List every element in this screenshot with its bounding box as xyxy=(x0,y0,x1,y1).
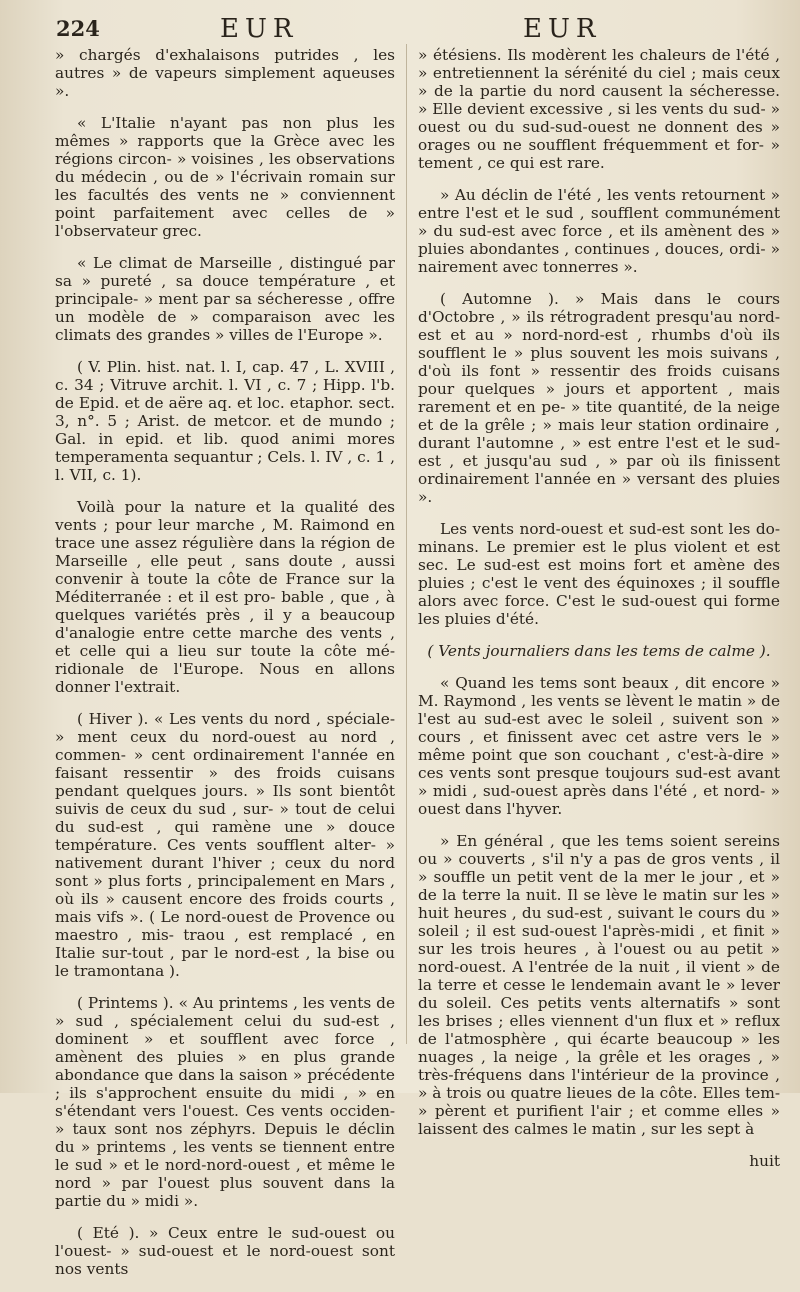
paragraph: » étésiens. Ils modèrent les chaleurs de l'été , » entretiennent la sérénité du ciel ; mais ceux » de la partie du nord causent la sécheresse. » Elle devient excessive , si les vents du sud- » ouest ou du sud-sud-ouest ne donnent des » orages ou ne soufflent fréquemment et for- » tement , ce qui est rare. xyxy=(418,46,780,172)
paragraph: Voilà pour la nature et la qualité des vents ; pour leur marche , M. Raimond en trace une assez régulière dans la région de Marseille , elle peut , sans doute , aussi convenir à toute la côte de France sur la Méditerranée : et il est pro- bable , que , à quelques variétés près , il y a beaucoup d'analogie entre cette marche des vents , et celle qui a lieu sur toute la côte mé- ridionale de l'Europe. Nous en allons donner l'extrait. xyxy=(55,498,395,696)
running-head-right: EUR xyxy=(523,14,602,44)
paragraph: « L'Italie n'ayant pas non plus les mêmes » rapports que la Grèce avec les régions circon- » voisines , les observations du médecin , ou de » l'écrivain romain sur les facultés des vents ne » conviennent point parfaitement avec celles de » l'observateur grec. xyxy=(55,114,395,240)
left-column xyxy=(55,46,395,1292)
summer-paragraph: ( Eté ). » Ceux entre le sud-ouest ou l'ouest- » sud-ouest et le nord-ouest sont nos vents xyxy=(55,1224,395,1278)
page-number: 224 xyxy=(56,16,100,41)
citation-paragraph: ( V. Plin. hist. nat. l. I, cap. 47 , L. XVIII , c. 34 ; Vitruve archit. l. VI , c. 7 ; Hipp. l'b. de Epid. et de aëre aq. et loc. etaphor. sect. 3, n°. 5 ; Arist. de metcor. et de mundo ; Gal. in epid. et lib. quod animi mores temperamenta sequantur ; Cels. l. IV , c. 1 , l. VII, c. 1). xyxy=(55,358,395,484)
page-header xyxy=(40,14,794,44)
running-head-left: EUR xyxy=(220,14,299,44)
paragraph: « Le climat de Marseille , distingué par sa » pureté , sa douce température , et principale- » ment par sa sécheresse , offre un modèle de » comparaison avec les climats des grandes » villes de l'Europe ». xyxy=(55,254,395,344)
paragraph: » chargés d'exhalaisons putrides , les autres » de vapeurs simplement aqueuses ». xyxy=(55,46,395,100)
section-heading: ( Vents journaliers dans les tems de calme ). xyxy=(427,642,771,660)
paragraph: Les vents nord-ouest et sud-est sont les do- minans. Le premier est le plus violent et est sec. Le sud-est est moins fort et amène des pluies ; c'est le vent des équinoxes ; il souffle alors avec force. C'est le sud-ouest qui forme les pluies d'été. xyxy=(418,520,780,628)
paragraph: » Au déclin de l'été , les vents retournent » entre l'est et le sud , soufflent communément » du sud-est avec force , et ils amènent des » pluies abondantes , continues , douces, ordi- » nairement avec tonnerres ». xyxy=(418,186,780,276)
spring-paragraph: ( Printems ). « Au printems , les vents de » sud , spécialement celui du sud-est , dominent » et soufflent avec force , amènent des pluies » en plus grande abondance que dans la saison » précédente ; ils s'approchent ensuite du midi , » en s'étendant vers l'ouest. Ces vents occiden- » taux sont nos zéphyrs. Depuis le déclin du » printems , les vents se tiennent entre le sud » et le nord-nord-ouest , et même le nord » par l'ouest plus souvent dans la partie du » midi ». xyxy=(55,994,395,1210)
winter-paragraph: ( Hiver ). « Les vents du nord , spéciale- » ment ceux du nord-ouest au nord , commen- » cent ordinairement l'année en faisant ressentir » des froids cuisans pendant quelques jours. » Ils sont bientôt suivis de ceux du sud , sur- » tout de celui du sud-est , qui ramène une » douce température. Ces vents soufflent alter- » nativement durant l'hiver ; ceux du nord sont » plus forts , principalement en Mars , où ils » causent encore des froids courts , mais vifs ». ( Le nord-ouest de Provence ou maestro , mis- traou , est remplacé , en Italie sur-tout , par le nord-est , la bise ou le tramontana ). xyxy=(55,710,395,980)
right-column xyxy=(418,46,780,1170)
column-divider xyxy=(406,44,407,1044)
catchword: huit xyxy=(749,1152,780,1170)
autumn-paragraph: ( Automne ). » Mais dans le cours d'Octobre , » ils rétrogradent presqu'au nord-est et au » nord-nord-est , rhumbs d'où ils soufflent le » plus souvent les mois suivans , d'où ils font » ressentir des froids cuisans pour quelques » jours et apportent , mais rarement et en pe- » tite quantité, de la neige et de la grêle ; » mais leur station ordinaire , durant l'automne , » est entre l'est et le sud-est , et jusqu'au sud , » par où ils finissent ordinairement l'année en » versant des pluies ». xyxy=(418,290,780,506)
paragraph: » En général , que les tems soient sereins ou » couverts , s'il n'y a pas de gros vents , il » souffle un petit vent de la mer le jour , et » de la terre la nuit. Il se lève le matin sur les » huit heures , du sud-est , suivant le cours du » soleil ; il est sud-ouest l'après-midi , et finit » sur les trois heures , à l'ouest ou au petit » nord-ouest. A l'entrée de la nuit , il vient » de la terre et cesse le lendemain avant le » lever du soleil. Ces petits vents alternatifs » sont les brises ; elles viennent d'un flux et » reflux de l'atmosphère , qui écarte beaucoup » les nuages , la neige , la grêle et les orages , » très-fréquens dans l'intérieur de la province , » à trois ou quatre lieues de la côte. Elles tem- » pèrent et purifient l'air ; et comme elles » laissent des calmes le matin , sur les sept à xyxy=(418,832,780,1138)
paragraph: « Quand les tems sont beaux , dit encore » M. Raymond , les vents se lèvent le matin » de l'est au sud-est avec le soleil , suivent son » cours , et finissent avec cet astre vers le » même point que son couchant , c'est-à-dire » ces vents sont presque toujours sud-est avant » midi , sud-ouest après dans l'été , et nord- » ouest dans l'hyver. xyxy=(418,674,780,818)
